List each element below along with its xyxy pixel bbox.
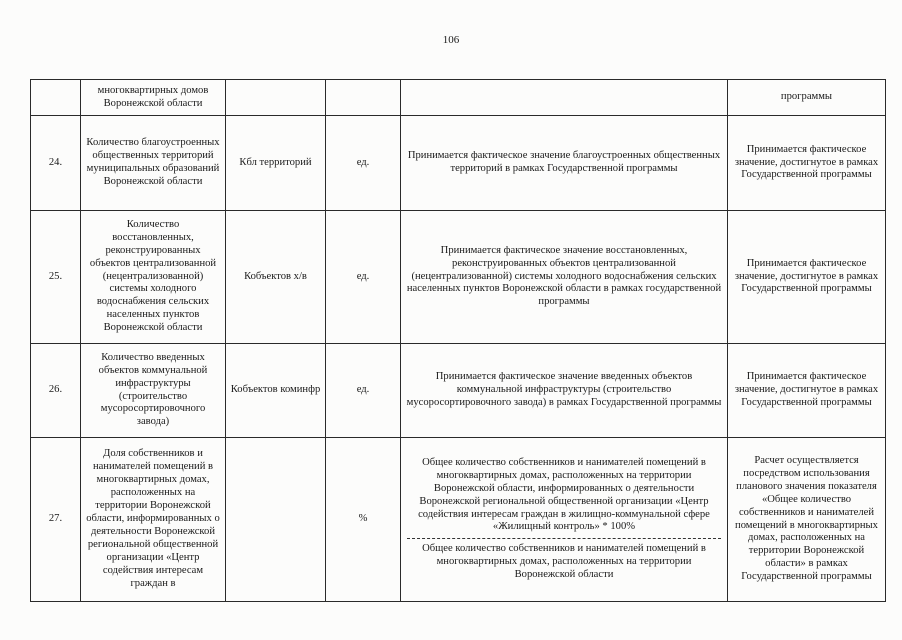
indicator-symbol: Кобъектов коминфр (226, 344, 326, 438)
table-row (31, 438, 886, 602)
indicator-name: Количество введенных объектов коммунальной инфраструктуры (строительство мусоросортировочного завода) (81, 344, 226, 438)
formula-numerator: Общее количество собственников и нанимателей помещений в многоквартирных домах, расположенных на территории Воронежской области, информированных о деятельности Воронежской региональной общественной организации «Центр содействия интересам граждан в жилищно-коммунальной сфере «Жилищный контроль» * 100% (407, 457, 721, 540)
indicator-unit: ед. (326, 116, 401, 211)
table-row (31, 344, 886, 438)
indicator-note: программы (728, 80, 886, 116)
indicator-unit: ед. (326, 344, 401, 438)
indicator-note: Принимается фактическое значение, достигнутое в рамках Государственной программы (728, 116, 886, 211)
indicator-note: Принимается фактическое значение, достигнутое в рамках Государственной программы (728, 344, 886, 438)
indicator-unit: ед. (326, 211, 401, 344)
page-number: 106 (442, 34, 460, 46)
formula-denominator: Общее количество собственников и нанимателей помещений в многоквартирных домах, расположенных на территории Воронежской области (422, 543, 706, 581)
indicator-name: Количество благоустроенных общественных территорий муниципальных образований Воронежской области (81, 116, 226, 211)
calculation-method (401, 80, 728, 116)
calculation-method: Принимается фактическое значение благоустроенных общественных территорий в рамках Государственной программы (401, 116, 728, 211)
indicator-symbol (226, 80, 326, 116)
indicator-unit (326, 80, 401, 116)
calculation-method: Принимается фактическое значение введенных объектов коммунальной инфраструктуры (строительство мусоросортировочного завода) в рамках Государственной программы (401, 344, 728, 438)
indicator-name: Доля собственников и нанимателей помещений в многоквартирных домах, расположенных на территории Воронежской области, информированных о деятельности Воронежской региональной общественной организации «Центр содействия интересам граждан в (81, 438, 226, 602)
row-number: 26. (31, 344, 81, 438)
table-row (31, 116, 886, 211)
indicator-note: Расчет осуществляется посредством использования планового значения показателя «Общее количество собственников и нанимателей помещений в многоквартирных домах, расположенных на территории Воронежской области» в рамках Государственной программы (728, 438, 886, 602)
indicator-name: многоквартирных домов Воронежской области (81, 80, 226, 116)
indicator-note: Принимается фактическое значение, достигнутое в рамках Государственной программы (728, 211, 886, 344)
indicator-symbol (226, 438, 326, 602)
row-number: 24. (31, 116, 81, 211)
indicator-unit: % (326, 438, 401, 602)
row-number: 25. (31, 211, 81, 344)
table-row (31, 211, 886, 344)
calculation-method: Принимается фактическое значение восстановленных, реконструированных объектов централизованной (нецентрализованной) системы холодного водоснабжения сельских населенных пунктов Воронежской области в рамках государственной программы (401, 211, 728, 344)
indicator-symbol: Кобъектов х/в (226, 211, 326, 344)
row-number (31, 80, 81, 116)
table-row (31, 80, 886, 116)
indicators-table (30, 79, 886, 602)
indicator-symbol: Кбл территорий (226, 116, 326, 211)
calculation-method (401, 438, 728, 602)
row-number: 27. (31, 438, 81, 602)
indicator-name: Количество восстановленных, реконструированных объектов централизованной (нецентрализованной) системы холодного водоснабжения сельских населенных пунктов Воронежской области (81, 211, 226, 344)
